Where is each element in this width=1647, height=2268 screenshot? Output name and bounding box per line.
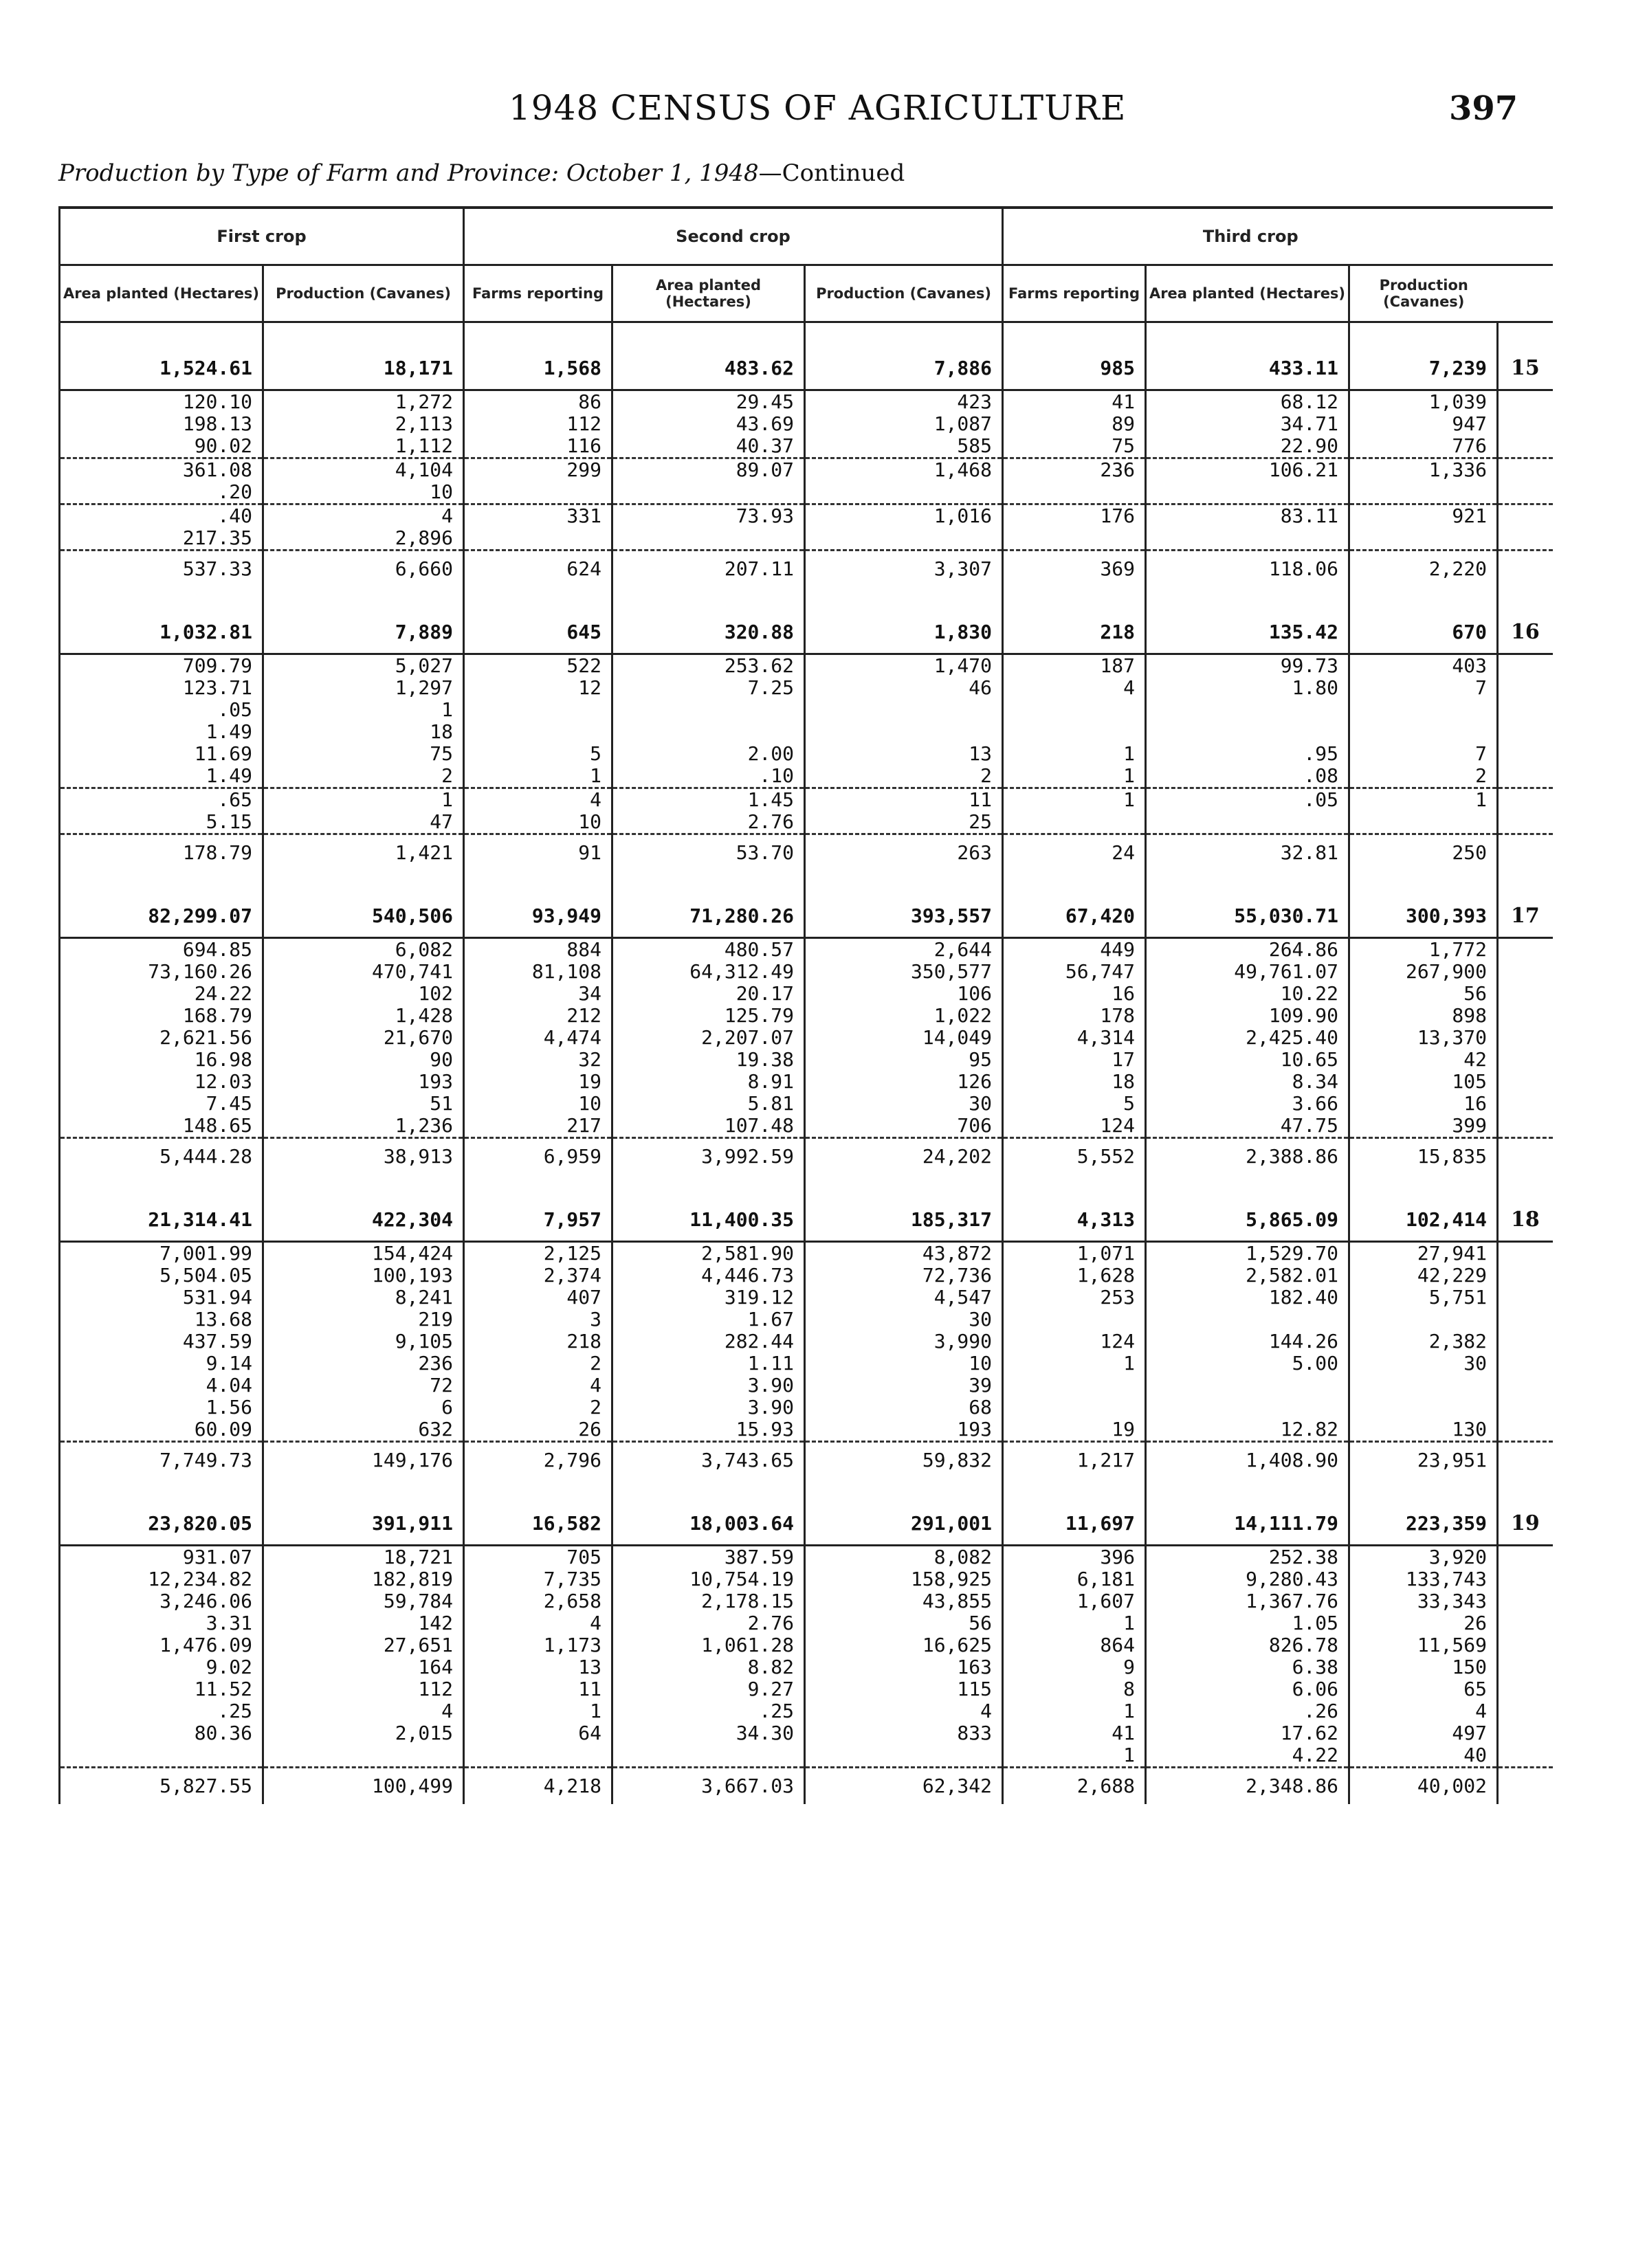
table-cell: 41 89 75	[1003, 390, 1146, 458]
table-cell: 931.07 12,234.82 3,246.06 3.31 1,476.09 9.02 11.52 .25 80.36	[60, 1546, 263, 1768]
spacer-cell	[1003, 587, 1146, 612]
spacer-cell	[1349, 1478, 1498, 1503]
table-cell: 921	[1349, 504, 1498, 551]
table-caption	[58, 159, 905, 187]
header-gap	[1498, 208, 1553, 265]
table-cell: 86 112 116	[464, 390, 612, 458]
spacer-cell	[1146, 322, 1349, 348]
total-cell: 5,865.09	[1146, 1199, 1349, 1242]
caption-title: Production by Type of Farm and Province: October 1, 1948	[58, 159, 759, 187]
table-cell: 24,202	[805, 1138, 1003, 1175]
detail-row	[60, 458, 1553, 504]
total-cell: 7,886	[805, 348, 1003, 390]
table-cell: 83.11	[1146, 504, 1349, 551]
row-number-empty	[1498, 1242, 1553, 1442]
spacer-cell	[1349, 587, 1498, 612]
total-cell: 7,889	[263, 612, 464, 654]
total-cell: 102,414	[1349, 1199, 1498, 1242]
production-table	[58, 206, 1553, 1804]
table-cell: 1	[1003, 788, 1146, 834]
total-row	[60, 896, 1553, 938]
table-cell: 1,408.90	[1146, 1442, 1349, 1479]
total-cell: 218	[1003, 612, 1146, 654]
spacer-cell	[1003, 322, 1146, 348]
spacer-cell	[464, 1175, 612, 1199]
table-cell: 299	[464, 458, 612, 504]
table-cell: 4,218	[464, 1768, 612, 1805]
total-cell: 16,582	[464, 1503, 612, 1546]
subtotal-row	[60, 1442, 1553, 1479]
table-cell: 29.45 43.69 40.37	[612, 390, 805, 458]
table-cell: 43,872 72,736 4,547 30 3,990 10 39 68 193	[805, 1242, 1003, 1442]
table-cell: 53.70	[612, 834, 805, 871]
table-cell: 5,827.55	[60, 1768, 263, 1805]
table-cell: 480.57 64,312.49 20.17 125.79 2,207.07 19.38 8.91 5.81 107.48	[612, 938, 805, 1138]
table-cell: 59,832	[805, 1442, 1003, 1479]
table-cell: 6,660	[263, 551, 464, 588]
subtotal-row	[60, 1768, 1553, 1805]
row-number-empty	[1498, 938, 1553, 1138]
table-cell: 1,421	[263, 834, 464, 871]
table-cell: 263	[805, 834, 1003, 871]
table-cell: 2,581.90 4,446.73 319.12 1.67 282.44 1.11 3.90 3.90 15.93	[612, 1242, 805, 1442]
row-number-empty	[1498, 504, 1553, 551]
spacer-cell	[1349, 871, 1498, 896]
spacer-cell	[464, 322, 612, 348]
spacer-cell	[612, 871, 805, 896]
running-head: 1948 CENSUS OF AGRICULTURE	[509, 88, 1127, 128]
spacer-cell	[263, 587, 464, 612]
row-number: 15	[1498, 348, 1553, 390]
spacer-cell	[1349, 322, 1498, 348]
total-cell: 540,506	[263, 896, 464, 938]
table-cell: 23,951	[1349, 1442, 1498, 1479]
table-cell: 15,835	[1349, 1138, 1498, 1175]
table-cell: 5,444.28	[60, 1138, 263, 1175]
spacer-cell	[464, 871, 612, 896]
table-cell: 2,220	[1349, 551, 1498, 588]
table-cell: 361.08 .20	[60, 458, 263, 504]
table-cell: 11 25	[805, 788, 1003, 834]
table-cell: 236	[1003, 458, 1146, 504]
table-cell: 2,388.86	[1146, 1138, 1349, 1175]
table-cell: 5,027 1,297 1 18 75 2	[263, 654, 464, 788]
total-cell: 320.88	[612, 612, 805, 654]
column-header: Production (Cavanes)	[1349, 265, 1498, 322]
spacer-cell	[1003, 1478, 1146, 1503]
subtotal-row	[60, 1138, 1553, 1175]
table-cell: 250	[1349, 834, 1498, 871]
table-cell: 369	[1003, 551, 1146, 588]
total-cell: 135.42	[1146, 612, 1349, 654]
spacer-cell	[263, 1175, 464, 1199]
column-header: Area planted (Hectares)	[60, 265, 263, 322]
table-cell: 253.62 7.25 2.00 .10	[612, 654, 805, 788]
table-cell: 207.11	[612, 551, 805, 588]
total-cell: 985	[1003, 348, 1146, 390]
spacer-cell	[805, 871, 1003, 896]
total-cell: 82,299.07	[60, 896, 263, 938]
table-cell: 40,002	[1349, 1768, 1498, 1805]
spacer-cell	[1003, 871, 1146, 896]
spacer-cell	[263, 1478, 464, 1503]
table-cell: 7,749.73	[60, 1442, 263, 1479]
total-cell: 422,304	[263, 1199, 464, 1242]
spacer-cell	[805, 1478, 1003, 1503]
table-cell: 3,667.03	[612, 1768, 805, 1805]
table-cell: 396 6,181 1,607 1 864 9 8 1 41 1	[1003, 1546, 1146, 1768]
total-cell: 1,032.81	[60, 612, 263, 654]
table-cell: 1,016	[805, 504, 1003, 551]
row-number-empty	[1498, 1768, 1553, 1805]
table-cell: 4,104 10	[263, 458, 464, 504]
total-cell: 21,314.41	[60, 1199, 263, 1242]
total-cell: 223,359	[1349, 1503, 1498, 1546]
total-cell: 645	[464, 612, 612, 654]
table-cell: 5,552	[1003, 1138, 1146, 1175]
table-cell: 91	[464, 834, 612, 871]
spacer-cell	[1498, 1478, 1553, 1503]
table-cell: 1,071 1,628 253 124 1 19	[1003, 1242, 1146, 1442]
column-header: Area planted (Hectares)	[1146, 265, 1349, 322]
total-cell: 11,400.35	[612, 1199, 805, 1242]
total-cell: 291,001	[805, 1503, 1003, 1546]
table-cell: 106.21	[1146, 458, 1349, 504]
table-cell: 3,743.65	[612, 1442, 805, 1479]
table-cell: 1,470 46 13 2	[805, 654, 1003, 788]
spacer-cell	[60, 587, 263, 612]
detail-row	[60, 788, 1553, 834]
total-cell: 391,911	[263, 1503, 464, 1546]
table-cell: 24	[1003, 834, 1146, 871]
table-cell: 178.79	[60, 834, 263, 871]
total-cell: 1,568	[464, 348, 612, 390]
total-row	[60, 1199, 1553, 1242]
table-cell: 4 10	[464, 788, 612, 834]
table-cell: 449 56,747 16 178 4,314 17 18 5 124	[1003, 938, 1146, 1138]
table-cell: 2,644 350,577 106 1,022 14,049 95 126 30 706	[805, 938, 1003, 1138]
row-number-empty	[1498, 834, 1553, 871]
spacer-cell	[1498, 1175, 1553, 1199]
caption-continued: —Continued	[758, 159, 905, 187]
table-cell: 38,913	[263, 1138, 464, 1175]
spacer-cell	[1146, 587, 1349, 612]
table-cell: 187 4 1 1	[1003, 654, 1146, 788]
table-cell: 1,217	[1003, 1442, 1146, 1479]
total-row	[60, 1503, 1553, 1546]
total-cell: 7,957	[464, 1199, 612, 1242]
table-cell: 1	[1349, 788, 1498, 834]
table-cell: 176	[1003, 504, 1146, 551]
table-cell: 62,342	[805, 1768, 1003, 1805]
table-cell: 423 1,087 585	[805, 390, 1003, 458]
table-cell: 1 47	[263, 788, 464, 834]
table-cell: 1,272 2,113 1,112	[263, 390, 464, 458]
detail-row	[60, 1242, 1553, 1442]
table-cell: .05	[1146, 788, 1349, 834]
row-number: 18	[1498, 1199, 1553, 1242]
table-cell: 3,307	[805, 551, 1003, 588]
total-cell: 93,949	[464, 896, 612, 938]
column-header: Production (Cavanes)	[805, 265, 1003, 322]
spacer-cell	[464, 1478, 612, 1503]
column-header: Farms reporting	[1003, 265, 1146, 322]
row-number-empty	[1498, 1442, 1553, 1479]
table-cell: 884 81,108 34 212 4,474 32 19 10 217	[464, 938, 612, 1138]
total-row	[60, 348, 1553, 390]
total-cell: 433.11	[1146, 348, 1349, 390]
table-cell: 8,082 158,925 43,855 56 16,625 163 115 4 833	[805, 1546, 1003, 1768]
total-cell: 14,111.79	[1146, 1503, 1349, 1546]
table-cell: 2,796	[464, 1442, 612, 1479]
spacer-cell	[1146, 871, 1349, 896]
spacer-cell	[612, 587, 805, 612]
table-cell: 1.45 2.76	[612, 788, 805, 834]
table-cell: 32.81	[1146, 834, 1349, 871]
table-cell: 120.10 198.13 90.02	[60, 390, 263, 458]
table-cell: 2,348.86	[1146, 1768, 1349, 1805]
table-cell: 694.85 73,160.26 24.22 168.79 2,621.56 16.98 12.03 7.45 148.65	[60, 938, 263, 1138]
total-cell: 11,697	[1003, 1503, 1146, 1546]
table-cell: 1,336	[1349, 458, 1498, 504]
table-cell: 27,941 42,229 5,751 2,382 30 130	[1349, 1242, 1498, 1442]
total-cell: 67,420	[1003, 896, 1146, 938]
total-cell: 7,239	[1349, 348, 1498, 390]
table-cell: 1,468	[805, 458, 1003, 504]
table-cell: 18,721 182,819 59,784 142 27,651 164 112 4 2,015	[263, 1546, 464, 1768]
row-number-empty	[1498, 1138, 1553, 1175]
row-number: 19	[1498, 1503, 1553, 1546]
table-cell: 99.73 1.80 .95 .08	[1146, 654, 1349, 788]
total-cell: 55,030.71	[1146, 896, 1349, 938]
spacer-cell	[60, 1175, 263, 1199]
table-cell: 264.86 49,761.07 10.22 109.90 2,425.40 10.65 8.34 3.66 47.75	[1146, 938, 1349, 1138]
table-cell: 387.59 10,754.19 2,178.15 2.76 1,061.28 8.82 9.27 .25 34.30	[612, 1546, 805, 1768]
table-cell: 705 7,735 2,658 4 1,173 13 11 1 64	[464, 1546, 612, 1768]
table-cell: .65 5.15	[60, 788, 263, 834]
spacer-cell	[805, 1175, 1003, 1199]
table-cell: 3,920 133,743 33,343 26 11,569 150 65 4 497 40	[1349, 1546, 1498, 1768]
table-cell: 89.07	[612, 458, 805, 504]
table-cell: 149,176	[263, 1442, 464, 1479]
detail-row	[60, 1546, 1553, 1768]
row-number-empty	[1498, 551, 1553, 588]
table-cell: 2,688	[1003, 1768, 1146, 1805]
table-cell: 6,959	[464, 1138, 612, 1175]
spacer-cell	[805, 322, 1003, 348]
table-cell: 100,499	[263, 1768, 464, 1805]
subtotal-row	[60, 551, 1553, 588]
table-cell: 1,529.70 2,582.01 182.40 144.26 5.00 12.82	[1146, 1242, 1349, 1442]
spacer-cell	[1349, 1175, 1498, 1199]
detail-row	[60, 654, 1553, 788]
spacer-cell	[1146, 1478, 1349, 1503]
column-header: Farms reporting	[464, 265, 612, 322]
spacer-cell	[60, 1478, 263, 1503]
total-cell: 300,393	[1349, 896, 1498, 938]
table-cell: 2,125 2,374 407 3 218 2 4 2 26	[464, 1242, 612, 1442]
total-cell: 185,317	[805, 1199, 1003, 1242]
row-number: 16	[1498, 612, 1553, 654]
spacer-cell	[612, 1175, 805, 1199]
detail-row	[60, 504, 1553, 551]
table-cell: 154,424 100,193 8,241 219 9,105 236 72 6 632	[263, 1242, 464, 1442]
column-header: Production (Cavanes)	[263, 265, 464, 322]
table-cell: 522 12 5 1	[464, 654, 612, 788]
total-cell: 1,830	[805, 612, 1003, 654]
spacer-cell	[1146, 1175, 1349, 1199]
spacer-cell	[612, 322, 805, 348]
row-number-empty	[1498, 1546, 1553, 1768]
table-cell: 118.06	[1146, 551, 1349, 588]
spacer-cell	[1003, 1175, 1146, 1199]
header-gap	[1498, 265, 1553, 322]
table-cell: 68.12 34.71 22.90	[1146, 390, 1349, 458]
table-cell: 537.33	[60, 551, 263, 588]
spacer-cell	[612, 1478, 805, 1503]
total-cell: 393,557	[805, 896, 1003, 938]
spacer-cell	[1498, 587, 1553, 612]
table-cell: 252.38 9,280.43 1,367.76 1.05 826.78 6.38 6.06 .26 17.62 4.22	[1146, 1546, 1349, 1768]
subtotal-row	[60, 834, 1553, 871]
page-number: 397	[1449, 89, 1518, 128]
spacer-cell	[60, 871, 263, 896]
row-number-empty	[1498, 390, 1553, 458]
table-cell: 4 2,896	[263, 504, 464, 551]
row-number-empty	[1498, 458, 1553, 504]
group-header-first-crop: First crop	[60, 208, 464, 265]
spacer-cell	[1498, 871, 1553, 896]
total-cell: 670	[1349, 612, 1498, 654]
column-header: Area planted (Hectares)	[612, 265, 805, 322]
table-cell: 73.93	[612, 504, 805, 551]
spacer-cell	[464, 587, 612, 612]
table-cell: 709.79 123.71 .05 1.49 11.69 1.49	[60, 654, 263, 788]
table-cell: 624	[464, 551, 612, 588]
total-row	[60, 612, 1553, 654]
total-cell: 23,820.05	[60, 1503, 263, 1546]
total-cell: 18,003.64	[612, 1503, 805, 1546]
total-cell: 18,171	[263, 348, 464, 390]
row-number-empty	[1498, 788, 1553, 834]
total-cell: 4,313	[1003, 1199, 1146, 1242]
table-cell: 1,039 947 776	[1349, 390, 1498, 458]
spacer-cell	[60, 322, 263, 348]
table-cell: 6,082 470,741 102 1,428 21,670 90 193 51 1,236	[263, 938, 464, 1138]
row-number: 17	[1498, 896, 1553, 938]
row-number-empty	[1498, 654, 1553, 788]
total-cell: 483.62	[612, 348, 805, 390]
total-cell: 1,524.61	[60, 348, 263, 390]
table-cell: 331	[464, 504, 612, 551]
total-cell: 71,280.26	[612, 896, 805, 938]
spacer-cell	[263, 871, 464, 896]
table-cell: .40 217.35	[60, 504, 263, 551]
detail-row	[60, 938, 1553, 1138]
table-cell: 3,992.59	[612, 1138, 805, 1175]
group-header-second-crop: Second crop	[464, 208, 1003, 265]
table-cell: 1,772 267,900 56 898 13,370 42 105 16 399	[1349, 938, 1498, 1138]
spacer-cell	[1498, 322, 1553, 348]
spacer-cell	[805, 587, 1003, 612]
table-cell: 7,001.99 5,504.05 531.94 13.68 437.59 9.14 4.04 1.56 60.09	[60, 1242, 263, 1442]
detail-row	[60, 390, 1553, 458]
spacer-cell	[263, 322, 464, 348]
group-header-third-crop: Third crop	[1003, 208, 1498, 265]
table-cell: 403 7 7 2	[1349, 654, 1498, 788]
